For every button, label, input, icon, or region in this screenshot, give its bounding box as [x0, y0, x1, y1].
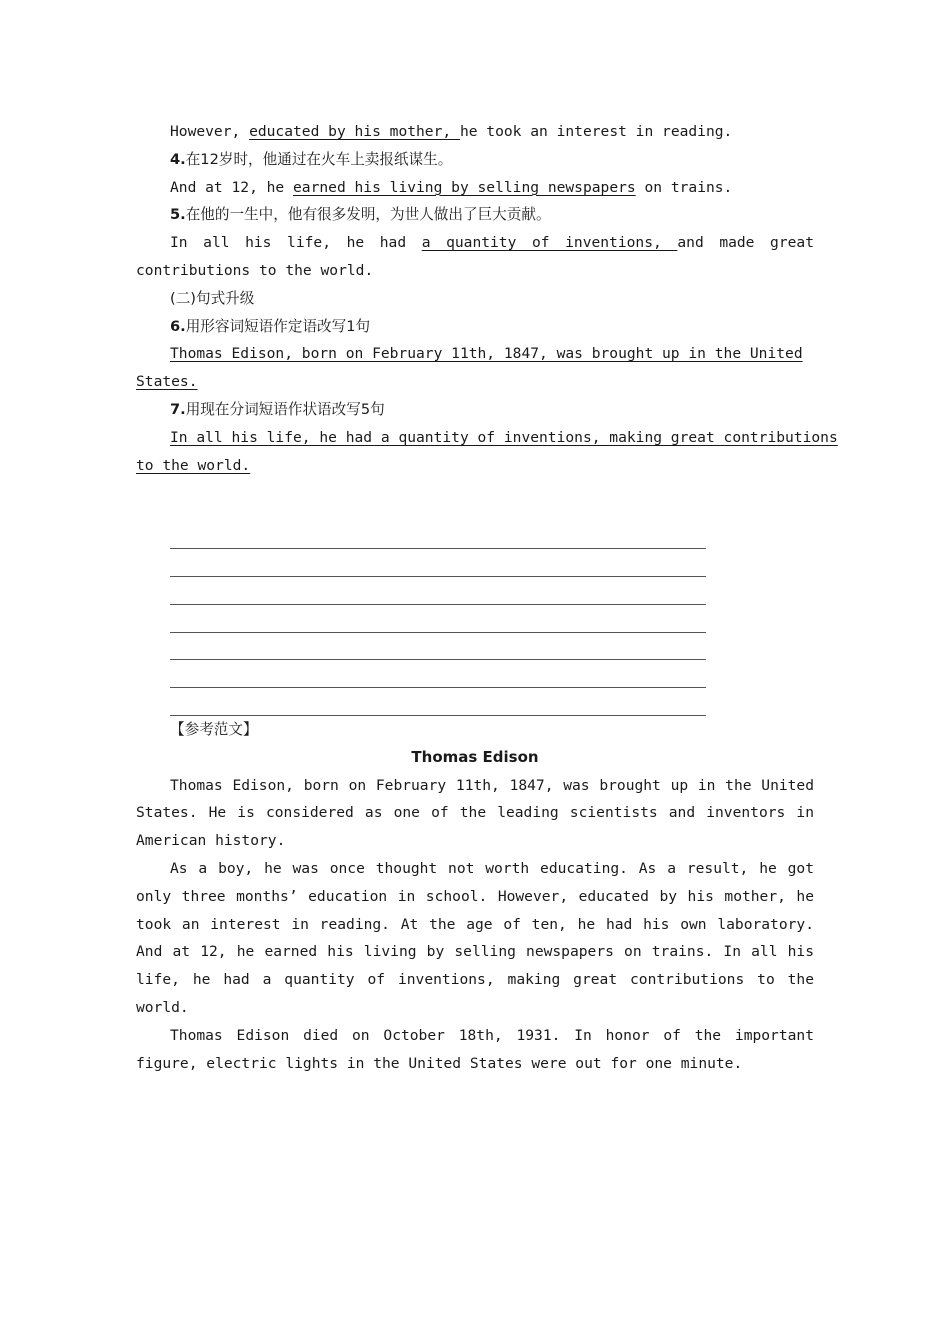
writing-line[interactable]	[170, 688, 706, 716]
writing-line[interactable]	[170, 633, 706, 661]
question-5-prompt	[136, 201, 814, 229]
question-5-answer-continuation: contributions to the world.	[136, 261, 374, 279]
writing-lines	[170, 521, 706, 716]
answer-blank: States.	[136, 373, 198, 391]
text: and made great	[677, 234, 814, 252]
question-number: 4.	[170, 150, 186, 168]
question-7-answer-continuation	[136, 452, 814, 480]
sample-essay-label: 【参考范文】	[170, 720, 258, 738]
answer-blank: educated by his mother,	[249, 123, 460, 140]
writing-line[interactable]	[170, 605, 706, 633]
question-text: 在12岁时，他通过在火车上卖报纸谋生。	[185, 150, 453, 168]
answer-blank: earned his living by selling newspapers	[293, 178, 636, 196]
question-text: 用形容词短语作定语改写1句	[185, 317, 371, 335]
writing-line[interactable]	[170, 660, 706, 688]
question-4-answer-line	[136, 174, 814, 202]
essay-paragraph-2: As a boy, he was once thought not worth educating. As a result, he got only three months’ education in school. However, educated by his mother, he took an interest in reading. At the age of ten, he had his own laboratory. And at 12, he earned his living by selling newspapers on trains. In all his life, he had a quantity of inventions, making great contributions to the world.	[136, 859, 814, 1016]
text: And at 12, he	[170, 178, 294, 196]
document-page	[136, 118, 838, 1077]
question-7-answer-line	[136, 424, 838, 452]
essay-paragraph-3: Thomas Edison died on October 18th, 1931. In honor of the important figure, electric lights in the United States were out for one minute.	[136, 1026, 814, 1072]
question-6-answer-continuation	[136, 368, 814, 396]
question-5-answer-line	[136, 229, 814, 257]
question-number: 6.	[170, 317, 186, 335]
writing-line[interactable]	[170, 521, 706, 549]
sentence-3-answer-line	[136, 118, 814, 146]
question-text: 在他的一生中，他有很多发明，为世人做出了巨大贡献。	[185, 206, 551, 224]
text: However,	[170, 123, 250, 140]
question-6-answer-line	[136, 340, 814, 368]
answer-blank: to the world.	[136, 456, 251, 474]
essay-paragraph-1: Thomas Edison, born on February 11th, 1847, was brought up in the United States. He is considered as one of the leading scientists and inventors in American history.	[136, 776, 814, 850]
question-7-prompt	[136, 396, 814, 424]
question-text: 用现在分词短语作状语改写5句	[185, 400, 385, 418]
question-6-prompt	[136, 313, 814, 341]
writing-line[interactable]	[170, 549, 706, 577]
text: he took an interest in reading.	[459, 123, 733, 140]
text: on trains.	[635, 178, 733, 196]
answer-blank: In all his life, he had a quantity of inventions, making great contributions	[170, 428, 838, 446]
question-number: 7.	[170, 400, 186, 418]
text: In all his life, he had	[170, 234, 422, 252]
section-heading: (二)句式升级	[170, 289, 255, 307]
answer-blank: Thomas Edison, born on February 11th, 1847, was brought up in the United	[170, 345, 803, 363]
question-4-prompt	[136, 146, 814, 174]
question-number: 5.	[170, 206, 186, 224]
writing-line[interactable]	[170, 577, 706, 605]
answer-blank: a quantity of inventions,	[421, 234, 678, 252]
essay-title: Thomas Edison	[411, 747, 539, 766]
